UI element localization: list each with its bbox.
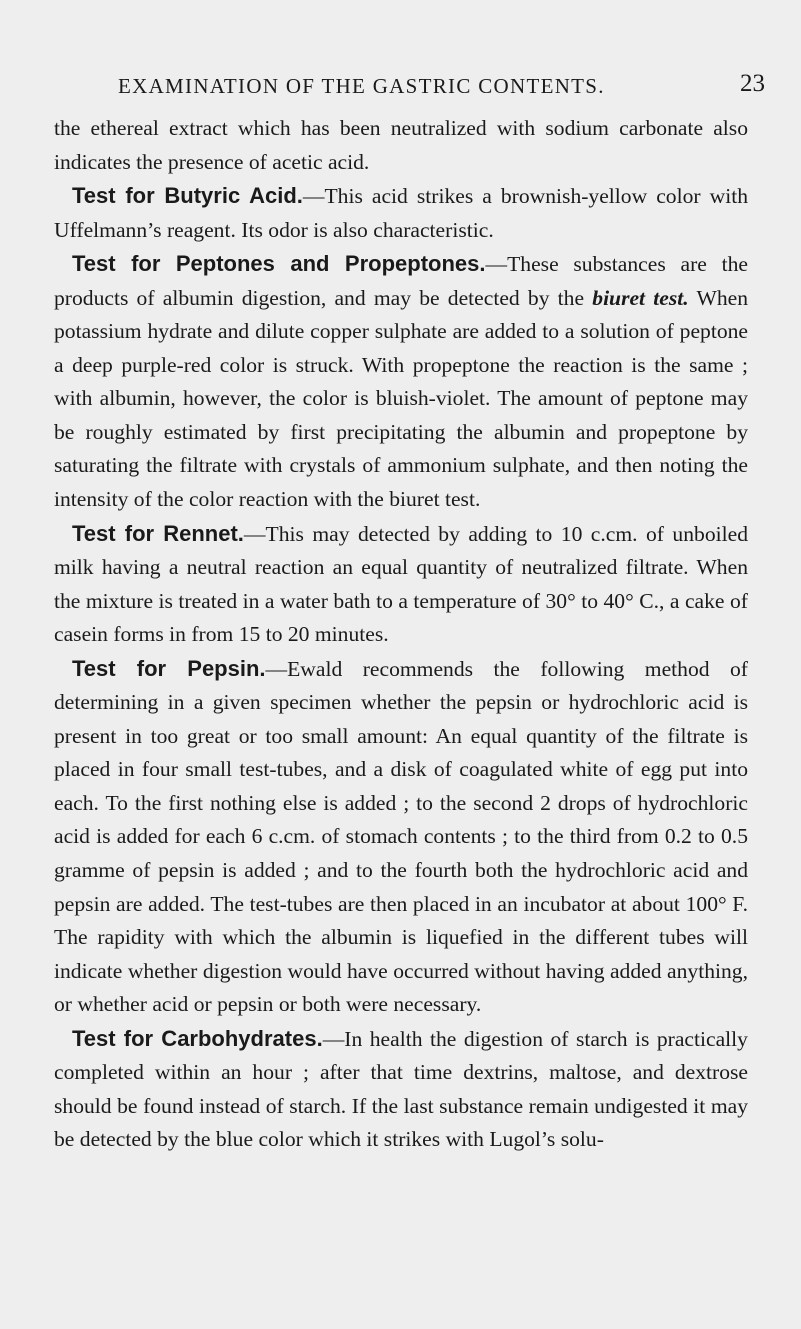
- heading-pepsin: Test for Pepsin.: [72, 655, 266, 681]
- heading-peptones: Test for Peptones and Propeptones.: [72, 251, 486, 277]
- butyric-acid-text: —This acid strikes a brownish-yellow color with Uffelmann’s reagent. Its odor is also characteristic.: [54, 184, 748, 242]
- running-head: [118, 70, 765, 104]
- intro-text: the ethereal extract which has been neutralized with sodium carbonate also indicates the presence of acetic acid.: [54, 116, 748, 174]
- paragraph-rennet: [54, 517, 748, 652]
- page-number: 23: [740, 70, 765, 97]
- paragraph-carbohydrates: [54, 1022, 748, 1157]
- peptones-text-b: When potassium hydrate and dilute copper sulphate are added to a solution of peptone a deep purple-red color is struck. With propeptone the reaction is the same ; with albumin, however, the color is bluish-violet. The amount of peptone may be roughly estimated by first precipitating the albumin and propeptone by saturating the filtrate with crystals of ammonium sulphate, and then noting the intensity of the color reaction with the biuret test.: [54, 285, 749, 512]
- heading-carbohydrates: Test for Carbohydrates.: [72, 1025, 323, 1051]
- heading-butyric-acid: Test for Butyric Acid.: [72, 183, 303, 209]
- heading-rennet: Test for Rennet.: [72, 520, 244, 546]
- body-text: [54, 112, 748, 1157]
- biuret-test-term: biuret test.: [592, 285, 689, 310]
- peptones-text-a: —These substances are the products of albumin digestion, and may be detected by the: [54, 252, 748, 310]
- running-title: EXAMINATION OF THE GASTRIC CONTENTS.: [118, 74, 605, 98]
- pepsin-text: —Ewald recommends the following method of determining in a given specimen whether the pepsin or hydrochloric acid is present in too great or too small amount: An equal quantity of the filtrate is placed in four small test-tubes, and a disk of coagulated white of egg put into each. To the first nothing else is added ; to the second 2 drops of hydrochloric acid is added for each 6 c.cm. of stomach contents ; to the third from 0.2 to 0.5 gramme of pepsin is added ; and to the fourth both the hydrochloric acid and pepsin are added. The test-tubes are then placed in an incubator at about 100° F. The rapidity with which the albumin is liquefied in the different tubes will indicate whether digestion would have occurred without having added anything, or whether acid or pepsin or both were necessary.: [54, 656, 748, 1017]
- rennet-text: —This may detected by adding to 10 c.cm. of unboiled milk having a neutral reaction an equal quantity of neutralized filtrate. When the mixture is treated in a water bath to a temperature of 30° to 40° C., a cake of casein forms in from 15 to 20 minutes.: [54, 521, 749, 647]
- carbohydrates-text: —In health the digestion of starch is practically completed within an hour ; after that time dextrins, maltose, and dextrose should be found instead of starch. If the last substance remain undigested it may be detected by the blue color which it strikes with Lugol’s solu-: [54, 1026, 748, 1152]
- paragraph-pepsin: [54, 652, 748, 1022]
- paragraph-butyric-acid: [54, 179, 748, 247]
- paragraph-peptones: [54, 247, 748, 516]
- paragraph-intro: [54, 112, 748, 179]
